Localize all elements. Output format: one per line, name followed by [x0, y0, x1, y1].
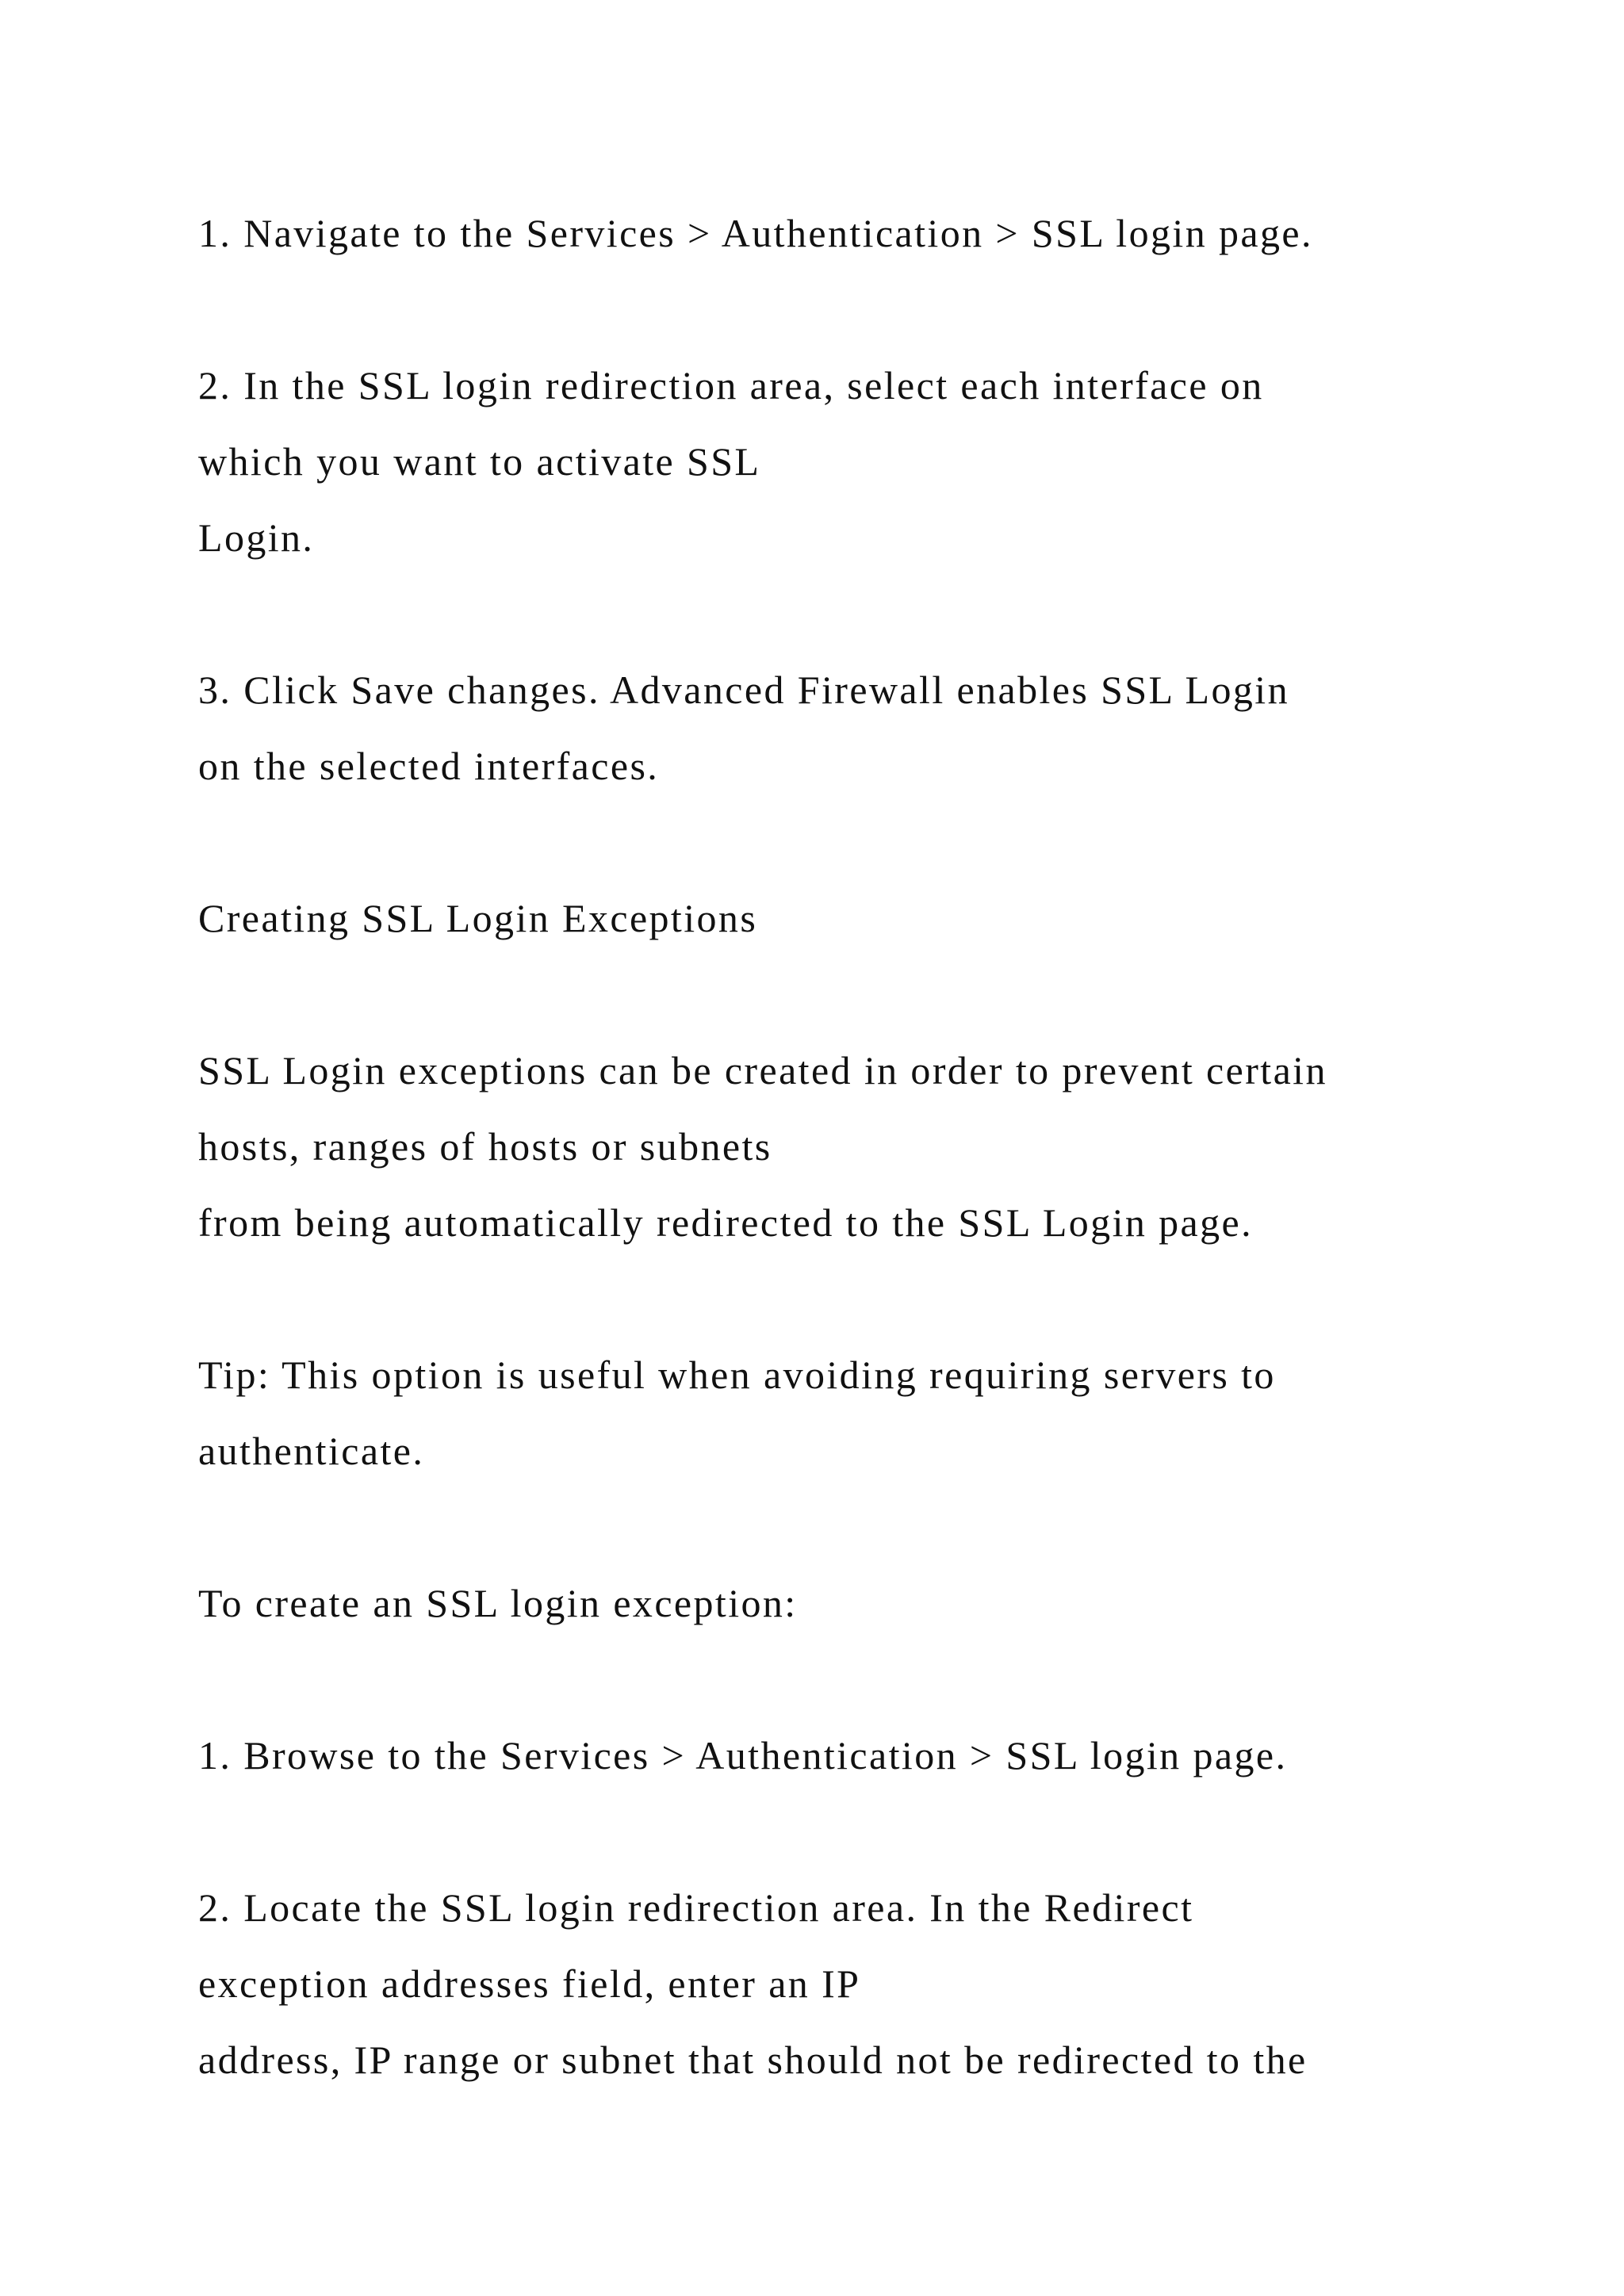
document-body [198, 195, 1515, 2174]
text-line: 3. Click Save changes. Advanced Firewall enables SSL Login [198, 668, 1289, 712]
text-line: which you want to activate SSL [198, 439, 761, 484]
text-line: from being automatically redirected to the SSL Login page. [198, 1200, 1254, 1245]
text-line: 1. Browse to the Services > Authentication > SSL login page. [198, 1733, 1288, 1777]
exceptions-description-paragraph [198, 1032, 1515, 1261]
step-select-interface-paragraph [198, 347, 1515, 576]
text-line: Tip: This option is useful when avoiding requiring servers to [198, 1353, 1276, 1397]
text-line: authenticate. [198, 1429, 425, 1473]
text-line: Creating SSL Login Exceptions [198, 896, 758, 940]
text-line: SSL Login exceptions can be created in order to prevent certain [198, 1048, 1327, 1093]
text-line: on the selected interfaces. [198, 744, 660, 788]
section-heading [198, 880, 1515, 956]
tip-paragraph [198, 1337, 1515, 1489]
procedure-intro-paragraph [198, 1565, 1515, 1641]
step-locate-area-paragraph [198, 1869, 1515, 2098]
text-line: address, IP range or subnet that should not be redirected to the [198, 2038, 1308, 2082]
text-line: Login. [198, 515, 315, 560]
text-line: 1. Navigate to the Services > Authentication > SSL login page. [198, 211, 1313, 255]
step-save-changes-paragraph [198, 652, 1515, 804]
text-line: hosts, ranges of hosts or subnets [198, 1124, 772, 1169]
step-browse-paragraph [198, 1717, 1515, 1793]
text-line: To create an SSL login exception: [198, 1581, 798, 1625]
text-line: exception addresses field, enter an IP [198, 1961, 861, 2006]
text-line: 2. In the SSL login redirection area, select each interface on [198, 363, 1264, 408]
step-navigate-paragraph [198, 195, 1515, 271]
text-line: 2. Locate the SSL login redirection area. In the Redirect [198, 1885, 1194, 1930]
